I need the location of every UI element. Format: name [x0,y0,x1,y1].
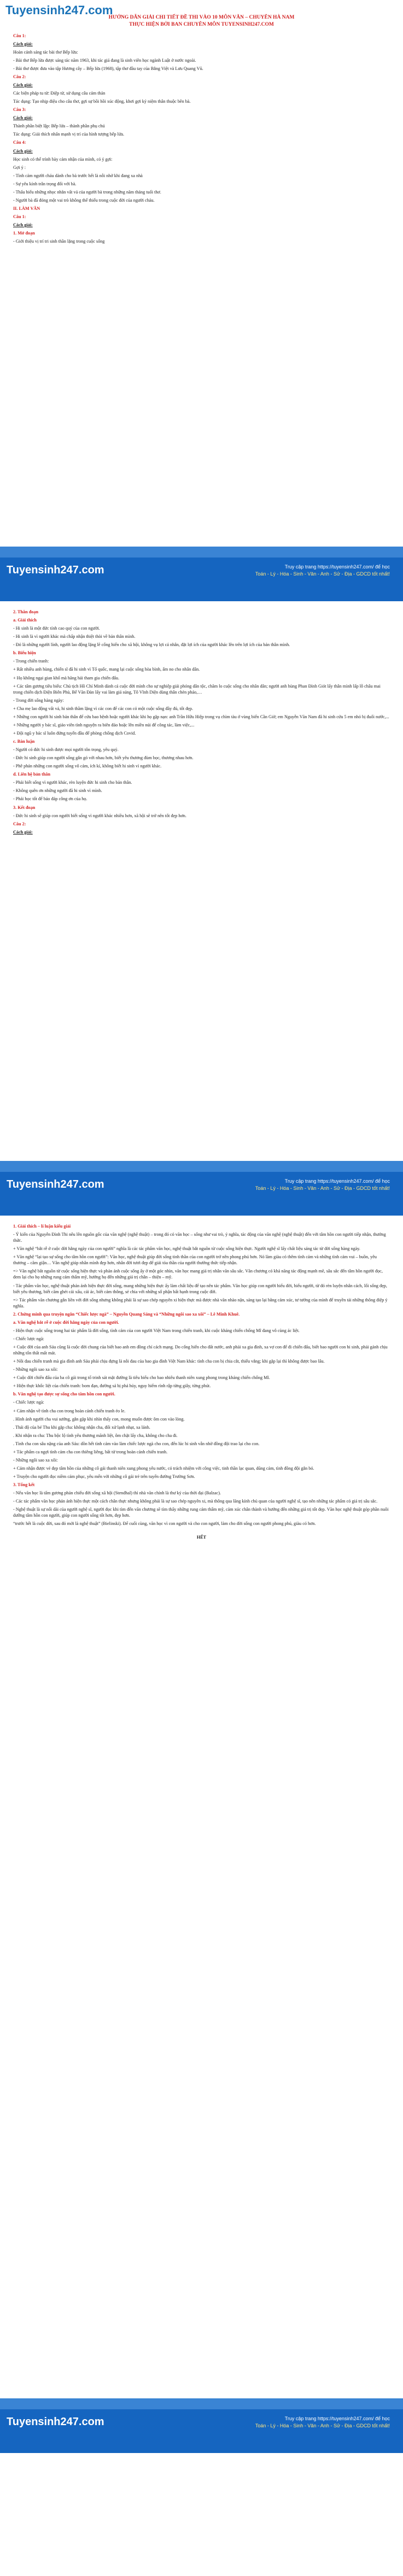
paragraph: Tác dụng: Giải thích nhấn mạnh vị trí của hình tượng bếp lửa. [13,132,125,137]
page-banner-2 [0,1161,403,1216]
paragraph: - Hiện thực cuộc sống trong hai tác phẩm là đời sống, tình cảm của con người Việt Nam trong chiến tranh, khi cuộc kháng chiến chống Mĩ đang vô cùng ác liệt. [13,1328,300,1333]
section-heading: Câu 1: [13,214,26,219]
paragraph: + Những người y bác sĩ, giáo viên tình nguyện ra biên đảo hoặc lên miền núi để công tác, làm việc,... [13,722,195,727]
paragraph: => Tác phẩm văn chương gắn liền với đời sống nhưng không phải là sự sao chép nguyên xi hiện thực mà được nhà văn nhào nặn, sáng tạo lại bằng cảm xúc, tư tưởng của mình để truyền tải những thông điệp ý nghĩa. [13,1297,388,1308]
paragraph: - Phê phán những con người sống vô cảm, ích kỉ, không biết hi sinh vì người khác. [13,764,162,769]
section-heading: Cách giải: [13,222,33,228]
section-heading: b. Văn nghệ tạo được sự sống cho tâm hồn con người. [13,1392,115,1397]
paragraph: + Các tấm gương tiêu biểu: Chủ tịch Hồ Chí Minh dành cả cuộc đời mình cho sự nghiệp giải phóng dân tộc, chăm lo cuộc sống cho nhân dân; người anh hùng Phan Đình Giót lấy thân mình lấp lỗ châu mai trong chiến dịch Điện Biên Phủ, Bế Văn Đàn lấy vai làm giá súng, Tô Vĩnh Diện dùng thân chèn pháo,… [13,683,381,695]
paragraph: . Tình cha con sâu nặng của anh Sáu: dồn hết tình cảm vào làm chiếc lược ngà cho con, đến lúc hi sinh vẫn nhờ đồng đội trao lại cho con. [13,1441,260,1446]
section-heading: Câu 1: [13,33,26,38]
paragraph: + Những con người hi sinh bản thân để cứu bao bệnh hoặc người khác khi họ gặp nạn: anh Trần Hữu Hiệp trong vụ chìm tàu ở vùng biển Cần Giờ; em Nguyễn Văn Nam đã hi sinh cứu 5 em nhỏ bị đuối nước,... [13,714,389,719]
paragraph: Tác dụng: Tạo nhịp điệu cho câu thơ, gợi sự bồi hồi xúc động, khơi gợi kỷ niệm thân thuộc bên bà. [13,99,191,104]
paragraph: . Hình ảnh người cha vui sướng, gắn gặp khi nhìn thấy con, mong muốn được ôm con vào lòng. [13,1416,185,1422]
banner-logo[interactable]: Tuyensinh247.com [7,2416,104,2428]
paragraph: => Văn nghệ bắt nguồn từ cuộc sống hiện thực và phản ánh cuộc sống ấy ở một góc nhìn, văn học mang giá trị nhân văn sâu sắc. Văn chương có khả năng tác động mạnh mẽ, sâu sắc đến tâm hồn người đọc, đem lại cho họ những rung cảm thẩm mỹ, hướng họ đến những giá trị chân – thiện – mỹ. [13,1269,383,1280]
paragraph: - Chiếc lược ngà: [13,1400,44,1405]
paragraph: + Nỗi đau chiến tranh mà gia đình anh Sáu phải chịu đựng là nỗi đau của bao gia đình Việt Nam khác: tình cha con bị chia cắt, thiếu vắng; khi gặp lại thì không được bao lâu. [13,1359,325,1364]
banner-sub[interactable]: Truy cập trang https://tuyensinh247.com/ để học [284,564,390,570]
paragraph: Thành phần biệt lập: Bếp lửa – thành phần phụ chú [13,124,105,129]
paragraph: + Cha mẹ lao động vất vả, hi sinh thầm lặng vì các con để các con có một cuộc sống đầy đủ, tốt đẹp. [13,706,194,711]
paragraph: + Truyện cho người đọc niềm cảm phục, yêu mến với những cô gái trẻ trên tuyến đường Trường Sơn. [13,1474,195,1479]
paragraph: - Người có đức hi sinh được mọi người tôn trọng, yêu quý. [13,747,119,753]
section-heading: 3. Tổng kết [13,1482,35,1488]
paragraph: - Trong chiến tranh: [13,659,49,664]
paragraph: - Trong đời sống hàng ngày: [13,697,64,703]
banner-sub[interactable]: Truy cập trang https://tuyensinh247.com/ để học [284,2416,390,2421]
paragraph: + Tác phẩm ca ngợi tình cảm cha con thiêng liêng, bất tử trong hoàn cảnh chiến tranh. [13,1449,168,1454]
section-heading: 2. Chứng minh qua truyện ngắn “Chiếc lược ngà” – Nguyễn Quang Sáng và “Những ngôi sao xa xôi” – Lê Minh Khuê. [13,1311,240,1317]
section-heading: 3. Kết đoạn [13,805,36,810]
section-heading: Cách giải: [13,83,33,87]
paragraph: + Họ không ngại gian khổ mà hăng hái tham gia chiến đấu. [13,675,120,680]
banner-links: Toán - Lý - Hóa - Sinh - Văn - Anh - Sử - Địa - GDCD tốt nhất! [255,1186,390,1191]
section-1 [13,33,390,245]
paragraph: + Rất nhiều anh hùng, chiến sĩ đã hi sinh vì Tổ quốc, mang lại cuộc sống hòa bình, ấm no cho nhân dân. [13,667,200,672]
section-heading: Câu 2: [13,821,26,826]
section-heading: d. Liên hệ bản thân [13,772,51,777]
paragraph: + Cuộc đời chiến đấu của ba cô gái trong tổ trinh sát mặt đường là tiêu biểu cho bao nhiêu thanh niên xung phong trong kháng chiến chống Mĩ. [13,1375,270,1381]
section-heading: Câu 4: [13,140,26,145]
section-heading: b. Biểu hiện [13,650,36,656]
page-3 [0,1216,403,2398]
doc-title: HƯỚNG DẪN GIẢI CHI TIẾT ĐỀ THI VÀO 10 MÔN VĂN – CHUYÊN HÀ NAM [108,15,295,20]
paragraph: “trước hết là cuộc đời, sau đó mới là nghệ thuật” (Bielinski). Để cuối cùng, văn học vì con người và cho con người, làm cho đời sống con người phong phú, giàu có hơn. [13,1521,316,1527]
section-heading: 2. Thân đoạn [13,609,39,614]
paragraph: + Cảm nhận được vẻ đẹp tâm hồn của những cô gái thanh niên xung phong yêu nước, có trách nhiệm với công việc, tinh thần lạc quan, dũng cảm, tình đồng đội gắn bó. [13,1465,314,1471]
section-heading: a. Giải thích [13,618,37,623]
section-2 [13,609,390,835]
paragraph: - Phải học tốt để báo đáp công ơn của họ. [13,796,87,802]
banner-links: Toán - Lý - Hóa - Sinh - Văn - Anh - Sử - Địa - GDCD tốt nhất! [255,571,390,577]
paragraph: + Cảm nhận về tình cha con trong hoàn cảnh chiến tranh éo le. [13,1408,126,1413]
paragraph: - Sự yêu kính trân trọng đối với bà. [13,181,77,186]
paragraph: - Đức hi sinh giúp con người sống gắn gó với nhau hơn, biết yêu thương đùm bọc, thương nhau hơn. [13,755,194,761]
paragraph: - Đó là những người lính, người lao động lặng lẽ cống hiến cho xã hội, không vụ lợi cá nhân, đặt lợi ích của người khác lên trên lợi ích của bản thân mình. [13,642,290,648]
paragraph: - Người bà đã đóng một vai trò không thể thiếu trong cuộc đời của người cháu. [13,197,155,203]
section-heading: c. Bàn luận [13,739,35,744]
paragraph: - Hi sinh là một đức tính cao quý của con người. [13,626,100,631]
paragraph: - Bài thơ được đưa vào tập Hương cây – Bếp lửa (1968), tập thơ đầu tay của Bằng Việt và Lưu Quang Vũ. [13,66,203,71]
section-heading: Câu 3: [13,107,26,113]
paragraph: + Cuộc đời của anh Sáu cũng là cuộc đời chung của biết bao anh em đồng chí cách mạng. Do cống hiến cho đất nước, anh phải xa gia đình, xa vợ con để đi chiến đấu, biết bao người con hi sinh, phải gánh chịu những tổn thất mất mát. [13,1345,388,1356]
page-2 [0,601,403,1161]
section-heading: II. LÀM VĂN [13,206,40,211]
banner-links: Toán - Lý - Hóa - Sinh - Văn - Anh - Sử - Địa - GDCD tốt nhất! [255,2423,390,2428]
paragraph: Gợi ý : [13,165,26,170]
paragraph: + Hiện thực khốc liệt của chiến tranh: bom đạn, đường sá bị phá hủy, nguy hiểm rình rập từng giây, từng phút. [13,1383,211,1389]
paragraph: - Ý kiến của Nguyễn Đình Thi nêu lên nguồn gốc của văn nghệ (nghệ thuật) – trong đó có văn học – sống như vai trò, ý nghĩa, tác động của văn nghệ (nghệ thuật) đến với tâm hồn con người tiếp nhận, thưởng thức. [13,1232,386,1243]
section-heading: 1. Mở đoạn [13,231,35,236]
section-heading: Cách giải: [13,115,33,121]
paragraph: - Giới thiệu vị trí tri sinh thần lặng trong cuộc sống [13,239,105,244]
section-heading: Cách giải: [13,148,33,154]
paragraph: - Tác phẩm văn học, nghệ thuật phản ánh hiện thực đời sống, mang những hiện thực ấy làm chất liệu để tạo nên tác phẩm. Văn học giúp con người hiểu đời, hiểu người, từ đó rèn luyện nhân cách, lối sống đẹp, biết yêu thương, biết căm ghét cái xấu, cái ác, biết cảm thông, sẻ chia với những số phận bất hạnh trong cuộc đời. [13,1283,387,1294]
paragraph: Học sinh có thể trình bày cảm nhận của mình, có ý gợi: [13,156,113,162]
banner-sub[interactable]: Truy cập trang https://tuyensinh247.com/ để học [284,1178,390,1184]
paragraph: - Đức hi sinh sẽ giúp con người biết sống vì người khác nhiều hơn, xã hội sẽ trở nên tốt đẹp hơn. [13,813,186,818]
banner-logo[interactable]: Tuyensinh247.com [7,564,104,576]
section-heading: 1. Giải thích – lí luận kiểu giải [13,1224,71,1229]
paragraph: Các biện pháp tu từ: Điệp từ, sử dụng câu cảm thán [13,91,106,96]
page-banner-1 [0,547,403,601]
paragraph: - Bài thơ Bếp lửa được sáng tác năm 1963, khi tác giả đang là sinh viên học ngành Luật ở nước ngoài. [13,57,196,63]
paragraph: - Nếu văn học là tấm gương phản chiếu đời sống xã hội (Stendhal) thì nhà văn chính là thư ký của thời đại (Balzac). [13,1491,221,1496]
page-banner-3 [0,2398,403,2453]
paragraph: - Những ngôi sao xa xôi: [13,1457,58,1463]
paragraph: + Đội ngũ y bác sĩ luôn đứng tuyến đầu để phòng chống dịch Covid. [13,730,136,736]
banner-logo[interactable]: Tuyensinh247.com [7,1178,104,1190]
paragraph: Hoàn cảnh sáng tác bài thơ Bếp lửa: [13,49,78,55]
paragraph: - Các tác phẩm văn học phản ánh hiện thực một cách chân thực nhưng không phải là sự sao chép nguyên xi, mà thông qua lăng kính chủ quan của người nghệ sĩ, tạo nên những tác phẩm có giá trị sâu sắc. [13,1499,378,1504]
paragraph: - Phải biết sống vì người khác, rèn luyện đức hi sinh cho bản thân. [13,780,132,785]
section-3 [13,1223,390,1518]
page-1 [0,0,403,547]
end-marker: HẾT [196,1535,207,1540]
paragraph: - Thấu hiểu những nhọc nhằn vất vả của người bà trong những năm tháng tuổi thơ. [13,189,161,195]
paragraph: - Nghệ thuật là sự nối dài của người nghệ sĩ, người đọc khi tìm đến văn chương sẽ tìm thấy những rung cảm thẩm mỹ, cảm xúc chân thành và hướng đến những giá trị tốt đẹp. Văn học nghệ thuật góp phần nuôi dưỡng tâm hồn con người, giúp con người sống tốt hơn, đẹp hơn. [13,1507,389,1518]
paragraph: . Thái độ của bé Thu khi gặp cha: không nhận cha, đối xử lạnh nhạt, xa lánh. [13,1424,150,1430]
section-heading: Cách giải: [13,41,33,46]
section-heading: Câu 2: [13,74,26,79]
paragraph: - Những ngôi sao xa xôi: [13,1367,58,1372]
paragraph: - Chiếc lược ngà: [13,1336,44,1341]
doc-subtitle: THỰC HIỆN BỞI BAN CHUYÊN MÔN TUYENSINH247.COM [129,21,274,27]
section-4 [13,1521,390,1527]
paragraph: + Văn nghệ “lại tạo sự sống cho tâm hồn con người”: Văn học, nghệ thuật giúp đời sống tinh thần của con người trở nên phong phú hơn. Nó làm giàu có thêm tình cảm và những tình cảm vui – buồn, yêu thương – căm giận… Văn nghệ giúp nhân mình đẹp hơn, nhân đời tươi đẹp để giải tỏa thần của người thưởng thức tiếp nhận. [13,1254,377,1266]
paragraph: - Tình cảm người cháu dành cho bà trước hết là nỗi nhớ khi đang xa nhà [13,173,143,178]
paragraph: - Hi sinh là vì người khác mà chấp nhận thiệt thòi về bản thân mình. [13,634,136,639]
section-heading: a. Văn nghệ bắt rễ ở cuộc đời hằng ngày của con người. [13,1319,119,1325]
paragraph: - Không quên ơn những người đã hi sinh vì mình. [13,788,102,794]
paragraph: . Khi nhận ra cha: Thu bộc lộ tình yêu thương mãnh liệt, ôm chặt lấy cha, không cho cha đi. [13,1433,178,1438]
paragraph: + Văn nghệ “bắt rễ ở cuộc đời hằng ngày của con người” nghĩa là các tác phẩm văn học, nghệ thuật bắt nguồn từ cuộc sống hiện thực. Người nghệ sĩ lấy chất liệu sáng tác từ đời sống hàng ngày. [13,1246,360,1252]
site-logo[interactable]: Tuyensinh247.com [5,3,113,17]
section-heading: Cách giải: [13,829,33,835]
